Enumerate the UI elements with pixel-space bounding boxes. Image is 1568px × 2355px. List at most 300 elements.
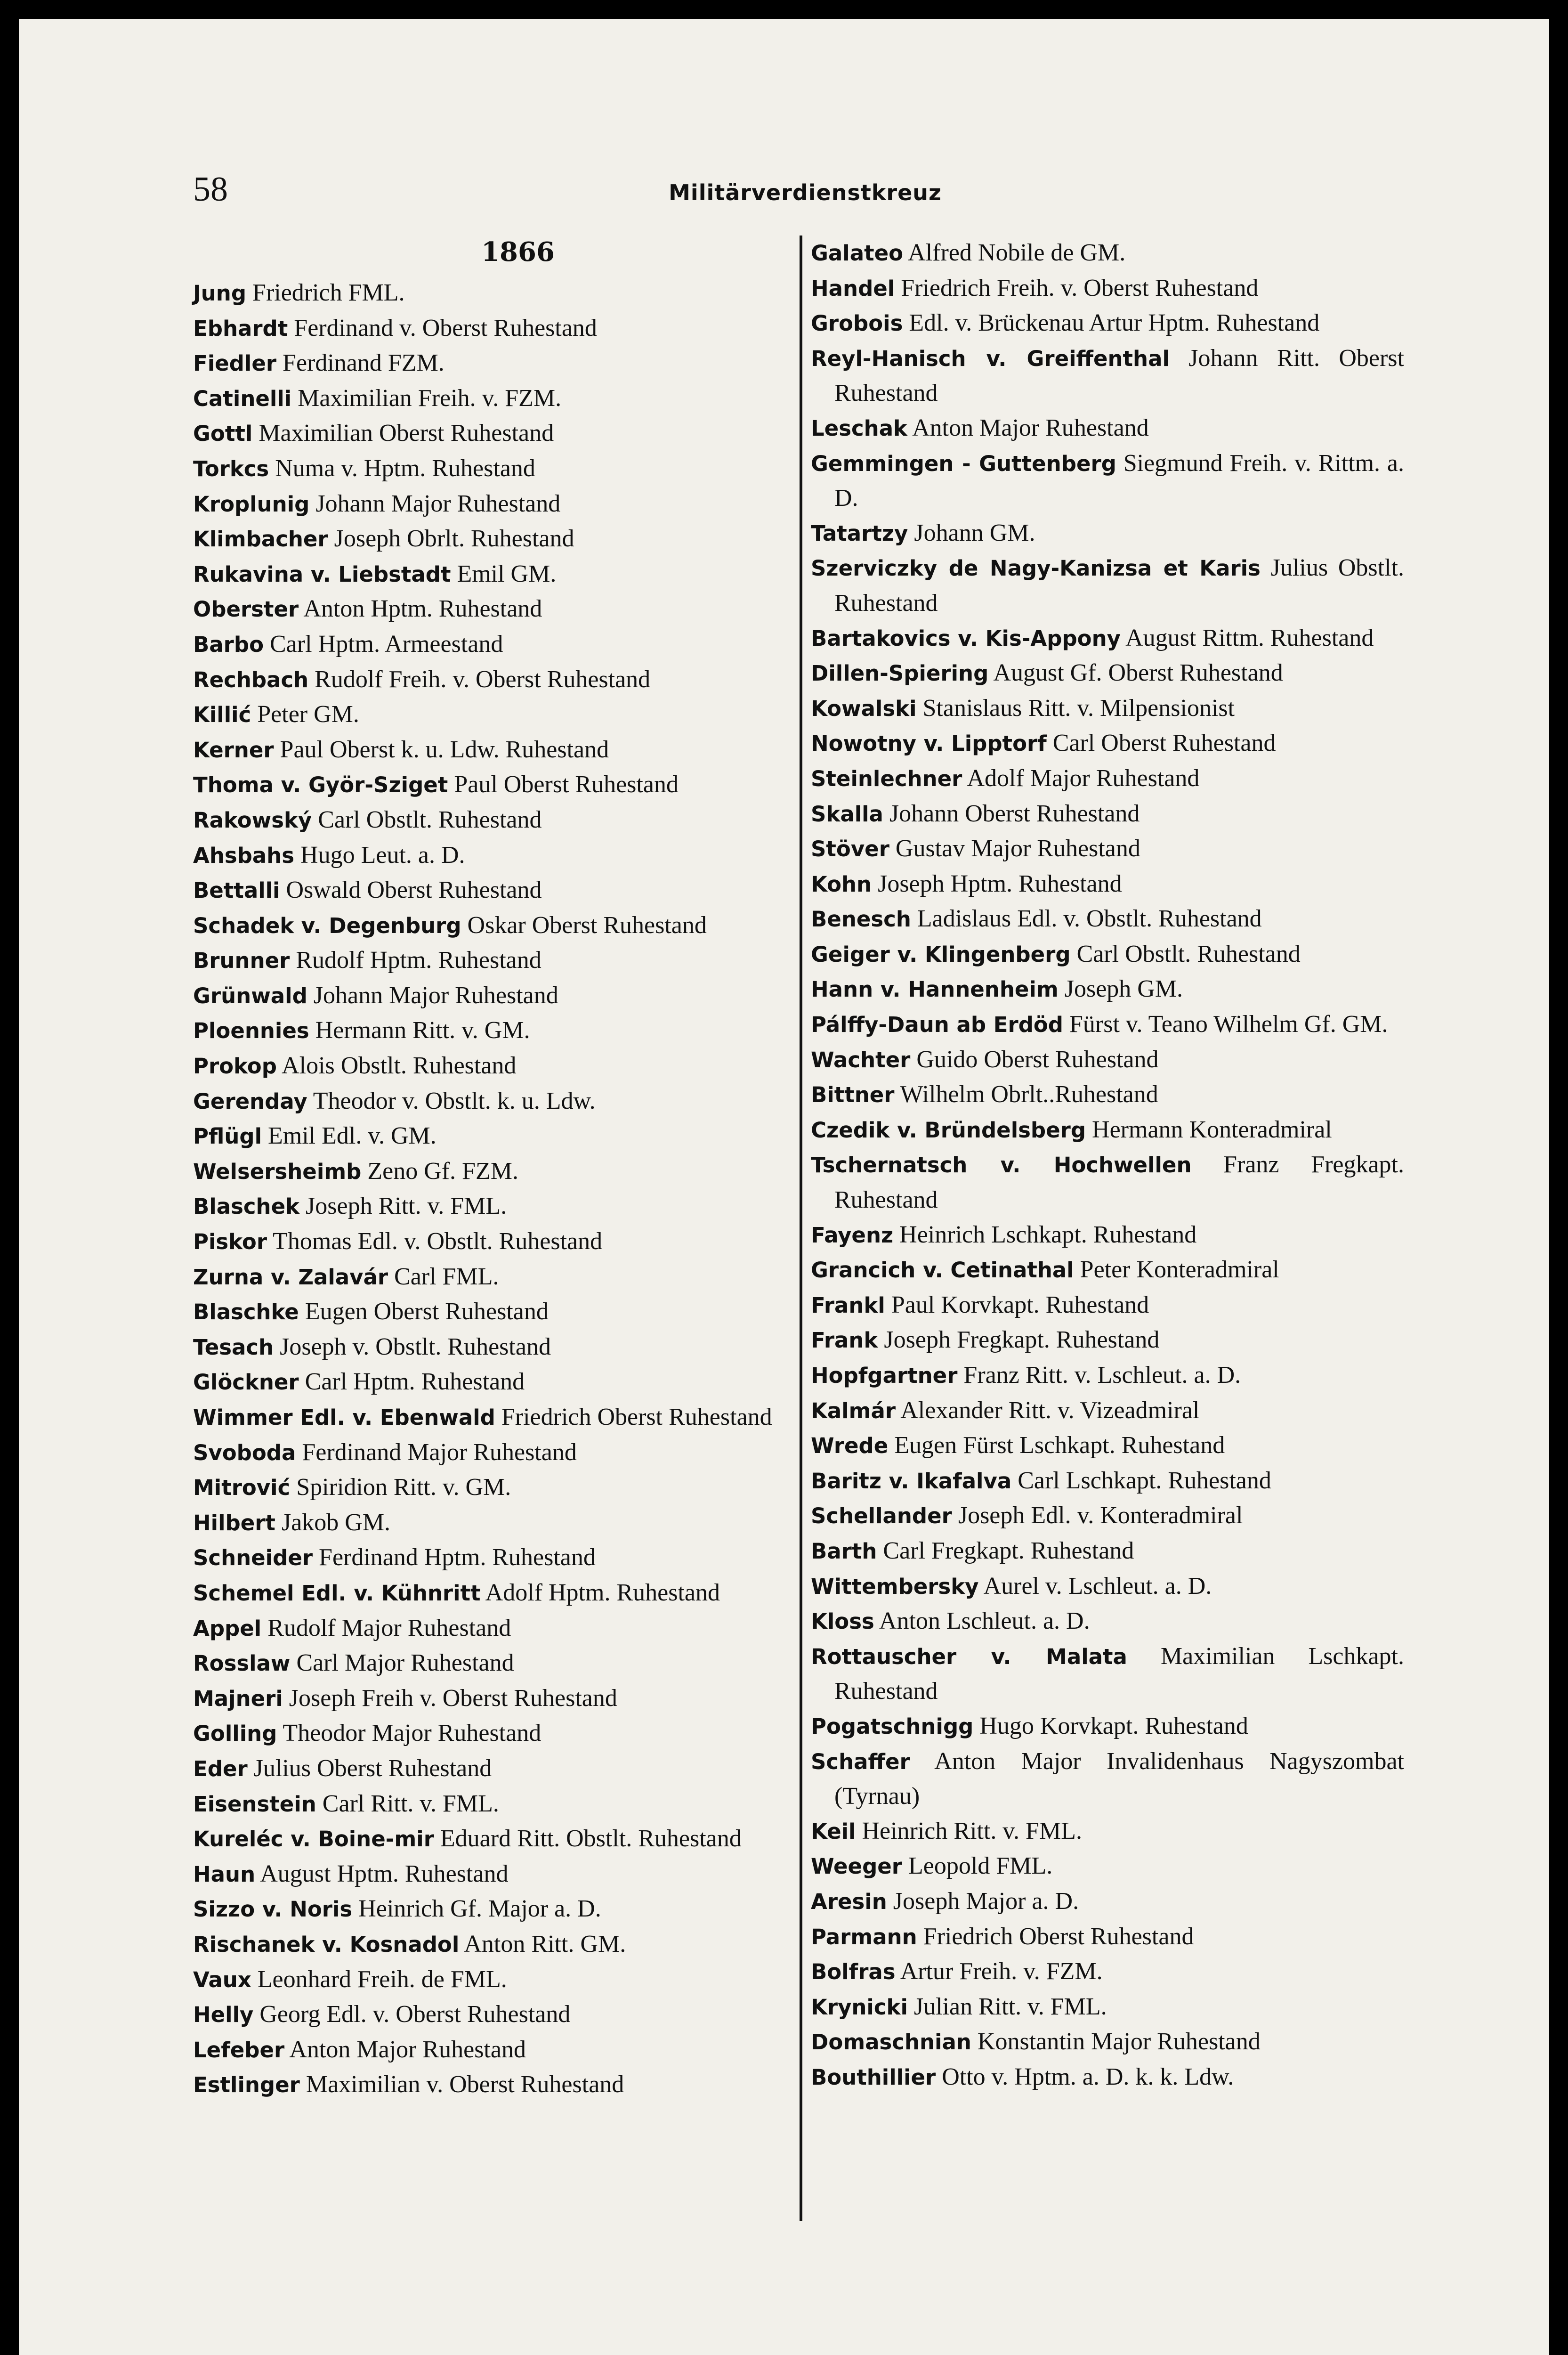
entry-name: Geiger v. Klingenberg [811,942,1071,967]
entry-name: Majneri [193,1686,283,1711]
list-entry [193,1892,786,1927]
list-entry [193,1259,786,1295]
entry-name: Rakowský [193,807,312,833]
entry-details: Gustav Major Ruhestand [889,835,1140,862]
entry-details: Joseph Major a. D. [887,1887,1079,1915]
entry-details: Eugen Oberst Ruhestand [299,1298,549,1325]
entry-details: Carl FML. [388,1263,499,1290]
list-entry [193,1927,786,1962]
list-entry [811,1990,1404,2025]
list-entry [193,521,786,557]
entry-details: Adolf Hptm. Ruhestand [480,1579,720,1606]
list-entry [193,346,786,381]
list-entry [811,1534,1404,1569]
list-entry [811,621,1404,656]
entry-name: Lefeber [193,2037,285,2063]
list-entry [811,1428,1404,1463]
entry-details: Friedrich Freih. v. Oberst Ruhestand [895,274,1259,301]
entry-details: Oswald Oberst Ruhestand [280,877,542,904]
entry-details: Hermann Ritt. v. GM. [309,1017,530,1044]
list-entry [193,1330,786,1365]
list-entry [193,1224,786,1259]
entry-details: Edl. v. Brückenau Artur Hptm. Ruhestand [903,309,1320,337]
list-entry [811,1884,1404,1919]
entry-name: Schellander [811,1503,952,1529]
right-column [800,236,1404,2221]
list-entry [811,551,1404,620]
entry-name: Pflügl [193,1124,262,1149]
entry-name: Pogatschnigg [811,1713,974,1739]
list-entry [193,2032,786,2068]
entry-details: Jakob GM. [275,1509,391,1536]
entry-name: Bolfras [811,1959,896,1985]
entry-name: Schadek v. Degenburg [193,913,461,938]
entry-details: Siegmund Freih. v. Rittm. a. D. [834,449,1404,512]
list-entry [811,1569,1404,1604]
entry-details: Julius Obstlt. Ruhestand [834,554,1405,617]
entry-details: Carl Oberst Ruhestand [1046,730,1276,757]
entry-name: Kohn [811,871,872,897]
entry-name: Handel [811,276,895,301]
entry-name: Barth [811,1538,877,1564]
list-entry [193,1364,786,1400]
entry-details: Carl Hptm. Armeestand [264,630,503,658]
list-entry [811,1849,1404,1884]
entry-name: Estlinger [193,2072,300,2098]
list-entry [811,271,1404,306]
entry-name: Galateo [811,241,904,266]
entry-details: Alfred Nobile de GM. [903,239,1126,266]
entry-details: Rudolf Freih. v. Oberst Ruhestand [308,666,651,693]
entry-details: Leonhard Freih. de FML. [251,1965,507,1993]
list-entry [193,1821,786,1857]
entry-name: Helly [193,2002,254,2028]
list-entry [811,1077,1404,1113]
entry-name: Bouthillier [811,2064,936,2090]
entry-name: Appel [193,1616,262,1641]
entry-details: Julius Oberst Ruhestand [247,1754,492,1782]
entry-details: Hermann Konteradmiral [1086,1116,1332,1143]
list-entry [811,1463,1404,1499]
entry-name: Jung [193,281,247,306]
entry-details: Anton Lschleut. a. D. [874,1608,1090,1635]
list-entry [193,767,786,803]
list-entry [193,1084,786,1119]
list-entry [193,873,786,908]
list-entry [811,516,1404,551]
entry-name: Eder [193,1756,248,1781]
entry-details: Paul Oberst k. u. Ldw. Ruhestand [274,736,609,763]
entry-name: Leschak [811,415,907,441]
entry-details: Joseph Edl. v. Konteradmiral [952,1502,1243,1529]
list-entry [193,1294,786,1330]
entry-details: Johann Major Ruhestand [309,490,561,517]
list-entry [811,2024,1404,2060]
entry-name: Mitrović [193,1475,291,1501]
list-entry [193,908,786,943]
list-entry [811,656,1404,691]
list-entry [193,1540,786,1575]
entry-details: Joseph v. Obstlt. Ruhestand [274,1333,551,1360]
list-entry [193,1435,786,1470]
list-entry [193,1997,786,2032]
list-entry [811,306,1404,341]
entry-name: Schaffer [811,1749,910,1774]
list-entry [811,1218,1404,1253]
entry-details: Rudolf Major Ruhestand [261,1614,511,1641]
list-entry [811,1639,1404,1709]
entry-name: Ebhardt [193,316,288,341]
list-entry [193,838,786,873]
entry-name: Hilbert [193,1510,275,1535]
entry-name: Blaschke [193,1299,299,1325]
entry-name: Weeger [811,1854,902,1879]
entry-details: Ferdinand v. Oberst Ruhestand [288,314,597,341]
entry-details: Carl Hptm. Ruhestand [299,1368,525,1396]
entry-details: Eduard Ritt. Obstlt. Ruhestand [434,1825,742,1852]
entry-details: Ladislaus Edl. v. Obstlt. Ruhestand [911,905,1262,933]
entry-details: Carl Major Ruhestand [290,1649,514,1677]
entry-name: Kalmár [811,1398,896,1423]
entry-details: Maximilian Lschkapt. Ruhestand [834,1642,1404,1705]
entry-details: Leopold FML. [902,1852,1053,1880]
list-entry [193,1646,786,1681]
entry-details: Joseph Obrlt. Ruhestand [328,525,574,552]
entry-details: Heinrich Gf. Major a. D. [352,1895,601,1923]
left-column [193,236,786,2103]
list-entry [811,1007,1404,1042]
entry-name: Skalla [811,801,883,827]
list-entry [811,831,1404,867]
entry-name: Tesach [193,1334,274,1360]
entry-name: Klimbacher [193,527,328,552]
entry-details: Carl Lschkapt. Ruhestand [1011,1467,1271,1494]
entry-details: Hugo Korvkapt. Ruhestand [973,1712,1248,1739]
entry-details: Heinrich Ritt. v. FML. [856,1817,1082,1844]
entry-name: Eisenstein [193,1791,316,1817]
entry-details: Maximilian Freih. v. FZM. [291,384,562,412]
entry-name: Golling [193,1721,277,1746]
page-number: 58 [193,170,228,209]
entry-details: Ferdinand Hptm. Ruhestand [313,1544,596,1571]
entry-details: Fürst v. Teano Wilhelm Gf. GM. [1063,1011,1388,1038]
list-entry [811,901,1404,937]
entry-details: Johann Oberst Ruhestand [883,800,1140,827]
entry-details: Alois Obstlt. Ruhestand [276,1052,517,1080]
entry-name: Rottauscher v. Malata [811,1644,1127,1669]
list-entry [193,627,786,662]
list-entry [811,867,1404,902]
entry-details: August Rittm. Ruhestand [1120,624,1374,651]
list-entry [811,1393,1404,1429]
list-entry [193,416,786,451]
entry-name: Kureléc v. Boine-mir [193,1827,434,1852]
entry-name: Parmann [811,1924,917,1949]
list-entry [193,978,786,1014]
entry-details: Anton Major Ruhestand [907,414,1149,441]
entry-name: Stöver [811,836,889,862]
list-entry [193,2067,786,2103]
entry-details: Anton Hptm. Ruhestand [299,595,542,623]
list-entry [193,1962,786,1998]
entry-details: Franz Ritt. v. Lschleut. a. D. [957,1362,1241,1389]
entry-details: Joseph Hptm. Ruhestand [872,870,1122,897]
list-entry [193,1787,786,1822]
entry-name: Czedik v. Bründelsberg [811,1117,1086,1143]
entry-details: Guido Oberst Ruhestand [910,1046,1159,1073]
entry-name: Wachter [811,1047,911,1072]
entry-name: Szerviczky de Nagy-Kanizsa et Karis [811,556,1261,581]
entry-details: Friedrich FML. [246,279,405,306]
list-entry [193,943,786,978]
list-entry [811,937,1404,972]
entry-details: Eugen Fürst Lschkapt. Ruhestand [888,1432,1225,1459]
entry-details: August Hptm. Ruhestand [255,1860,509,1887]
entry-details: Joseph Fregkapt. Ruhestand [878,1326,1160,1354]
entry-name: Brunner [193,948,290,974]
entry-name: Svoboda [193,1440,296,1465]
entry-details: Julian Ritt. v. FML. [907,1993,1107,2020]
entry-name: Nowotny v. Lipptorf [811,731,1047,756]
entry-details: Maximilian v. Oberst Ruhestand [299,2071,624,2098]
list-entry [811,1604,1404,1639]
entry-details: Peter Konteradmiral [1074,1256,1279,1283]
entry-details: Hugo Leut. a. D. [294,841,465,869]
list-entry [193,1751,786,1787]
entry-details: Oskar Oberst Ruhestand [461,911,707,939]
entry-name: Ahsbahs [193,843,295,868]
entry-details: Theodor v. Obstlt. k. u. Ldw. [307,1087,596,1114]
entry-name: Wrede [811,1433,889,1459]
list-entry [193,1189,786,1224]
entry-name: Kerner [193,737,274,763]
entry-name: Haun [193,1861,256,1887]
list-entry [193,1400,786,1435]
list-entry [193,451,786,487]
list-entry [811,1288,1404,1323]
entry-details: Joseph GM. [1058,975,1183,1003]
entry-details: Carl Obstlt. Ruhestand [1070,940,1301,967]
entry-name: Rukavina v. Liebstadt [193,561,451,587]
entry-name: Welsersheimb [193,1159,362,1184]
entry-name: Thoma v. Györ-Sziget [193,772,448,798]
entry-details: Georg Edl. v. Oberst Ruhestand [253,2001,571,2028]
entry-name: Sizzo v. Noris [193,1897,353,1922]
list-entry [811,1498,1404,1534]
entry-details: Ferdinand Major Ruhestand [296,1438,577,1466]
entry-name: Rechbach [193,667,309,692]
list-entry [811,1113,1404,1148]
list-entry [811,972,1404,1007]
list-entry [193,697,786,732]
entry-details: Paul Oberst Ruhestand [448,771,679,798]
entry-details: Numa v. Hptm. Ruhestand [269,455,535,482]
entry-name: Oberster [193,597,299,622]
list-entry [811,446,1404,516]
entry-details: Maximilian Oberst Ruhestand [252,420,554,447]
list-entry [811,2060,1404,2095]
entry-details: Carl Ritt. v. FML. [316,1790,499,1817]
entry-details: Thomas Edl. v. Obstlt. Ruhestand [267,1228,603,1255]
entry-details: Johann GM. [908,519,1035,546]
entry-name: Blaschek [193,1194,300,1219]
entry-details: Friedrich Oberst Ruhestand [495,1404,772,1430]
entry-name: Aresin [811,1889,887,1914]
entry-details: Stanislaus Ritt. v. Milpensionist [916,694,1235,722]
entry-details: Artur Freih. v. FZM. [895,1958,1103,1985]
entry-details: Zeno Gf. FZM. [361,1157,518,1185]
entry-details: Johann Major Ruhestand [307,982,558,1009]
list-entry [811,1147,1404,1217]
list-entry [811,1709,1404,1744]
entry-details: Anton Ritt. GM. [459,1930,626,1957]
list-entry [811,411,1404,446]
list-entry [193,1154,786,1189]
list-entry [193,1716,786,1751]
list-entry [811,1954,1404,1990]
list-entry [193,311,786,346]
running-head: Militärverdienstkreuz [669,180,942,205]
list-entry [193,1575,786,1611]
list-entry [811,691,1404,726]
list-entry [193,487,786,522]
entry-name: Krynicki [811,1994,908,2020]
entry-name: Grancich v. Cetinathal [811,1258,1074,1283]
list-entry [811,1919,1404,1955]
entry-details: Joseph Freih v. Oberst Ruhestand [283,1684,617,1712]
list-entry [811,1814,1404,1849]
list-entry [193,557,786,592]
entry-name: Grobois [811,311,903,336]
entry-name: Domaschnian [811,2030,971,2055]
entry-name: Wimmer Edl. v. Ebenwald [193,1405,495,1430]
entry-details: Joseph Ritt. v. FML. [299,1193,507,1220]
entry-name: Hopfgartner [811,1363,958,1388]
entry-details: Friedrich Oberst Ruhestand [917,1923,1194,1950]
entry-details: Carl Obstlt. Ruhestand [312,806,542,833]
entry-details: Wilhelm Obrlt..Ruhestand [894,1081,1158,1108]
entry-details: Anton Major Invalidenhaus Nagyszombat (Tyrnau) [834,1747,1404,1810]
list-entry [811,726,1404,761]
entry-name: Torkcs [193,456,269,481]
entry-name: Prokop [193,1054,277,1079]
year-heading: 1866 [481,236,555,268]
list-entry [193,276,786,311]
entry-details: Peter GM. [251,701,359,728]
entry-name: Kowalski [811,696,917,721]
entry-name: Reyl-Hanisch v. Greiffenthal [811,346,1170,371]
entry-details: Paul Korvkapt. Ruhestand [885,1291,1149,1318]
entry-name: Steinlechner [811,766,962,791]
entry-details: Anton Major Ruhestand [284,2036,526,2063]
list-entry [193,803,786,838]
entry-details: Aurel v. Lschleut. a. D. [978,1572,1212,1600]
entry-name: Tatartzy [811,520,908,546]
entry-details: Rudolf Hptm. Ruhestand [290,947,542,974]
entry-name: Killić [193,702,251,728]
entry-details: Spiridion Ritt. v. GM. [290,1474,511,1501]
entry-name: Gerenday [193,1088,307,1114]
entry-details: Johann Ritt. Oberst Ruhestand [834,344,1404,407]
entry-name: Gemmingen - Guttenberg [811,451,1116,476]
list-entry [811,761,1404,796]
right-entry-list [811,236,1404,2095]
list-entry [811,796,1404,832]
entry-name: Zurna v. Zalavár [193,1264,388,1290]
entry-details: Emil Edl. v. GM. [262,1122,436,1150]
list-entry [193,732,786,768]
entry-details: Alexander Ritt. v. Vizeadmiral [896,1397,1200,1424]
entry-details: Emil GM. [451,560,557,587]
list-entry [811,1042,1404,1078]
entry-details: August Gf. Oberst Ruhestand [988,659,1283,687]
entry-name: Pálffy-Daun ab Erdöd [811,1012,1064,1038]
entry-name: Frank [811,1328,878,1353]
list-entry [193,1681,786,1716]
entry-details: Konstantin Major Ruhestand [971,2028,1261,2055]
entry-details: Theodor Major Ruhestand [277,1720,542,1747]
entry-name: Bartakovics v. Kis-Appony [811,625,1121,651]
entry-name: Gottl [193,421,253,447]
entry-name: Kloss [811,1609,874,1634]
list-entry [811,1744,1404,1814]
entry-details: Franz Fregkapt. Ruhestand [834,1151,1404,1214]
list-entry [193,1611,786,1646]
list-entry [193,662,786,698]
entry-name: Glöckner [193,1370,299,1395]
entry-details: Adolf Major Ruhestand [962,764,1200,792]
list-entry [193,1048,786,1084]
entry-name: Tschernatsch v. Hochwellen [811,1153,1192,1178]
entry-name: Ploennies [193,1018,309,1044]
entry-name: Barbo [193,632,264,657]
entry-name: Bettalli [193,878,280,903]
entry-name: Hann v. Hannenheim [811,977,1059,1002]
list-entry [193,381,786,416]
entry-name: Schemel Edl. v. Kühnritt [193,1580,481,1606]
entry-name: Rosslaw [193,1651,291,1676]
entry-name: Frankl [811,1292,885,1318]
entry-details: Otto v. Hptm. a. D. k. k. Ldw. [936,2063,1234,2090]
entry-name: Kroplunig [193,491,310,517]
entry-name: Fiedler [193,351,277,376]
entry-name: Fayenz [811,1222,894,1248]
entry-name: Bittner [811,1082,895,1108]
list-entry [193,1505,786,1541]
list-entry [193,1470,786,1505]
list-entry [811,1323,1404,1358]
list-entry [193,592,786,627]
entry-name: Catinelli [193,386,292,411]
entry-name: Baritz v. Ikafalva [811,1468,1012,1494]
entry-name: Rischanek v. Kosnadol [193,1932,460,1957]
entry-details: Ferdinand FZM. [276,349,445,377]
entry-name: Grünwald [193,983,307,1008]
entry-name: Schneider [193,1545,313,1571]
entry-details: Carl Fregkapt. Ruhestand [877,1537,1134,1564]
list-entry [811,1358,1404,1393]
left-entry-list [193,276,786,2103]
list-entry [811,341,1404,411]
entry-name: Dillen-Spiering [811,661,989,686]
list-entry [193,1013,786,1048]
entry-name: Keil [811,1819,856,1844]
entry-name: Benesch [811,907,911,932]
entry-name: Vaux [193,1967,251,1992]
list-entry [193,1857,786,1892]
list-entry [811,1252,1404,1288]
list-entry [193,1119,786,1154]
